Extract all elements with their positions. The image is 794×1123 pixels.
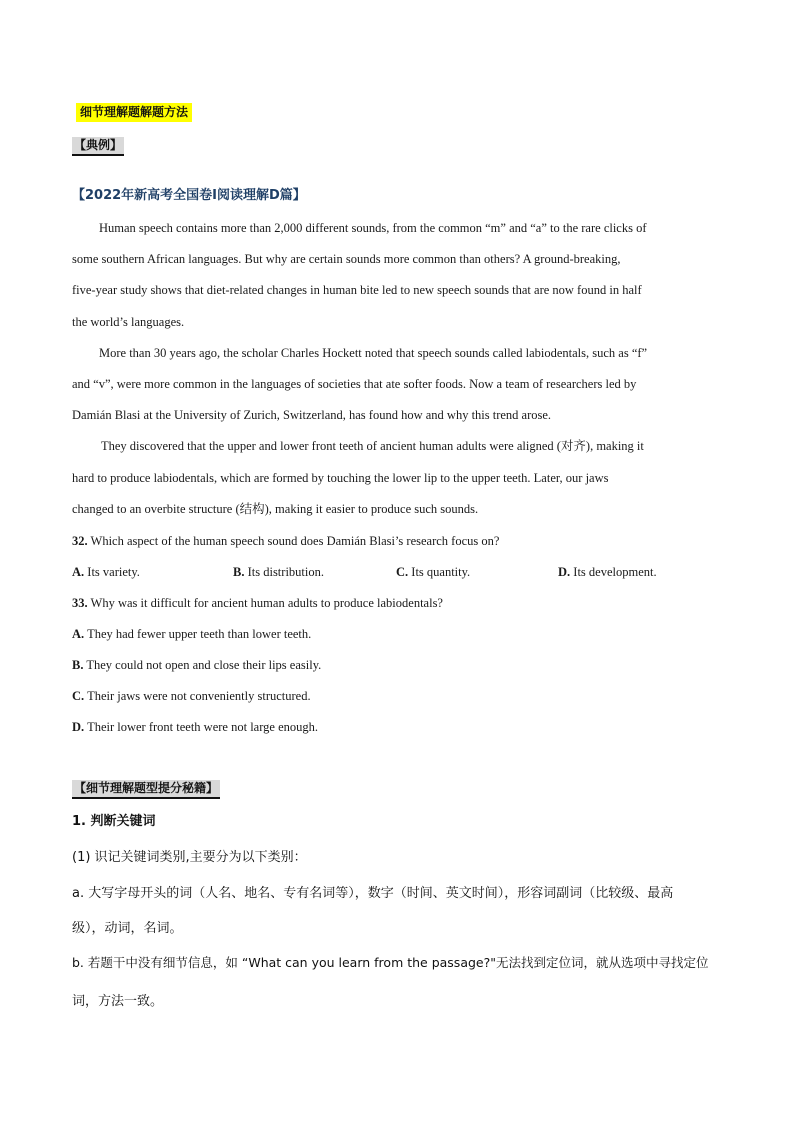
question-33: [72, 594, 443, 612]
option-text: Their lower front teeth were not large enough.: [87, 720, 318, 734]
step-heading: 1. 判断关键词: [72, 814, 156, 829]
example-tag: 【典例】: [72, 137, 124, 156]
option-33-c: [72, 687, 311, 705]
option-letter: C.: [72, 689, 85, 703]
passage-line: Damián Blasi at the University of Zurich, Switzerland, has found how and why this trend arose.: [72, 408, 552, 422]
option-text: They could not open and close their lips easily.: [86, 658, 322, 672]
option-32-d: [558, 563, 657, 581]
option-text: Its quantity.: [411, 565, 471, 579]
option-letter: B.: [72, 658, 84, 672]
question-number: 33.: [72, 596, 88, 610]
passage-line: the world’s languages.: [72, 315, 185, 329]
option-letter: C.: [396, 565, 409, 579]
question-text: Which aspect of the human speech sound does Damián Blasi’s research focus on?: [90, 534, 500, 548]
option-letter: B.: [233, 565, 245, 579]
passage-line: More than 30 years ago, the scholar Charles Hockett noted that speech sounds called labiodentals, such as “f”: [99, 346, 648, 360]
option-letter: A.: [72, 627, 85, 641]
option-text: They had fewer upper teeth than lower teeth.: [87, 627, 312, 641]
option-33-b: [72, 656, 321, 674]
option-32-c: [396, 563, 470, 581]
passage-line: five-year study shows that diet-related changes in human bite led to new speech sounds that are now found in half: [72, 283, 642, 297]
option-letter: D.: [72, 720, 85, 734]
option-32-b: [233, 563, 324, 581]
question-text: Why was it difficult for ancient human adults to produce labiodentals?: [90, 596, 443, 610]
section-heading: 细节理解题解题方法: [76, 103, 192, 122]
option-33-d: [72, 718, 318, 736]
option-33-a: [72, 625, 311, 643]
option-32-a: [72, 563, 140, 581]
tip-a-line2: 级），动词，名词。: [72, 921, 183, 936]
tip-b-line1: b. 若题干中没有细节信息，如 “What can you learn from the passage?"无法找到定位词，就从选项中寻找定位: [72, 955, 709, 970]
passage-line: and “v”, were more common in the languages of societies that ate softer foods. Now a team of researchers led by: [72, 377, 637, 391]
passage-line: some southern African languages. But why are certain sounds more common than others? A ground-breaking,: [72, 252, 621, 266]
tip-a-line1: a. 大写字母开头的词（人名、地名、专有名词等），数字（时间、英文时间），形容词副词（比较级、最高: [72, 886, 674, 901]
option-text: Its variety.: [87, 565, 140, 579]
option-letter: A.: [72, 565, 85, 579]
tips-tag: 【细节理解题型提分秘籍】: [72, 780, 220, 799]
sub-heading: (1) 识记关键词类别,主要分为以下类别：: [72, 850, 307, 865]
option-letter: D.: [558, 565, 571, 579]
option-text: Its development.: [573, 565, 657, 579]
passage-line: changed to an overbite structure (结构), making it easier to produce such sounds.: [72, 502, 479, 516]
question-32: [72, 532, 499, 550]
passage-line: hard to produce labiodentals, which are formed by touching the lower lip to the upper teeth. Later, our jaws: [72, 471, 609, 485]
question-number: 32.: [72, 534, 88, 548]
tip-b-line2: 词，方法一致。: [72, 994, 164, 1009]
passage-line: They discovered that the upper and lower front teeth of ancient human adults were aligned (对齐), making it: [101, 439, 644, 453]
option-text: Their jaws were not conveniently structured.: [87, 689, 311, 703]
passage-line: Human speech contains more than 2,000 different sounds, from the common “m” and “a” to the rare clicks of: [99, 221, 647, 235]
option-text: Its distribution.: [247, 565, 324, 579]
passage-source: 【2022年新高考全国卷Ⅰ阅读理解D篇】: [72, 188, 306, 203]
